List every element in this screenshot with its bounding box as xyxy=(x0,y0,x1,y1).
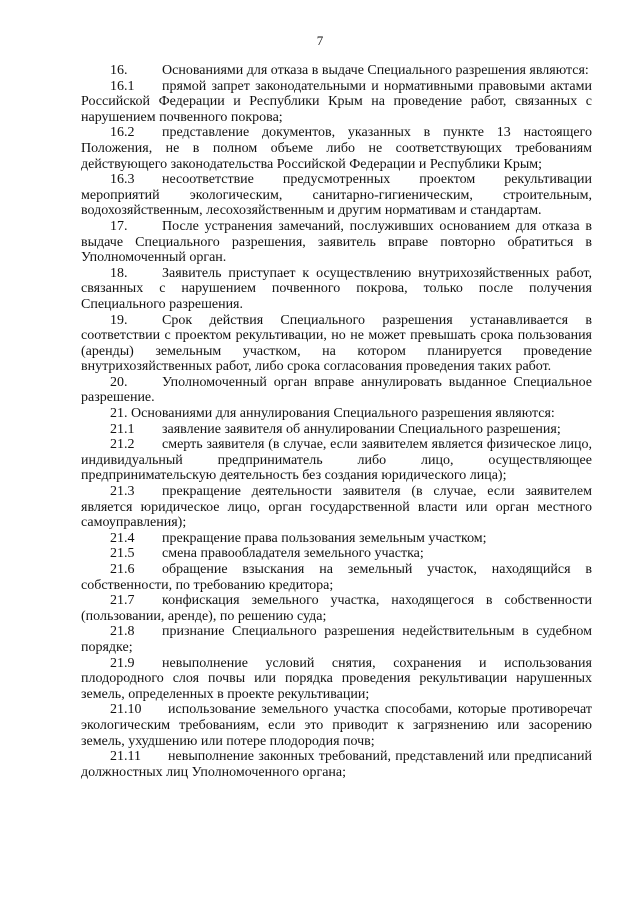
paragraph xyxy=(81,219,592,266)
paragraph xyxy=(81,624,592,655)
paragraph xyxy=(81,406,592,422)
paragraph-number: 21.2 xyxy=(110,437,135,453)
paragraph-text: представление документов, указанных в пункте 13 настоящего Положения, не в полном объеме либо не соответствующих требованиям действующего законодательства Российской Федерации и Республики Крым; xyxy=(81,125,592,172)
paragraph-number: 16.1 xyxy=(110,78,135,94)
paragraph-text: После устранения замечаний, послуживших основанием для отказа в выдаче Специального разрешения, заявитель вправе повторно обратиться в Уполномоченный орган. xyxy=(81,218,592,266)
paragraph-number: 16. xyxy=(110,63,128,78)
paragraph xyxy=(81,593,592,624)
paragraph-text: смерть заявителя (в случае, если заявителем является физическое лицо, индивидуальный предприниматель либо лицо, осуществляющее предпринимательскую деятельность без создания юридического лица); xyxy=(81,437,592,484)
paragraph-number: 19. xyxy=(110,312,128,328)
paragraph-text: обращение взыскания на земельный участок, находящийся в собственности, по требованию кредитора; xyxy=(81,562,592,593)
paragraph-text: прекращение права пользования земельным участком; xyxy=(162,530,487,546)
paragraph xyxy=(81,656,592,703)
paragraph-number: 21.1 xyxy=(110,421,135,437)
paragraph xyxy=(81,702,592,749)
paragraph-text: Заявитель приступает к осуществлению внутрихозяйственных работ, связанных с нарушением почвенного покрова, только после получения Специального разрешения. xyxy=(81,265,592,312)
paragraph-text: прекращение деятельности заявителя (в случае, если заявителем является юридическое лицо, орган государственной власти или орган местного самоуправления); xyxy=(81,484,592,531)
paragraph-text: Основаниями для отказа в выдаче Специального разрешения являются: xyxy=(162,63,589,78)
paragraph xyxy=(81,375,592,406)
document-body xyxy=(81,63,592,780)
paragraph-text: использование земельного участка способами, которые противоречат экологическим требованиям, если это приводит к загрязнению или засорению земель, ухудшению или потере плодородия почв; xyxy=(81,702,592,749)
paragraph xyxy=(81,172,592,219)
paragraph xyxy=(81,422,592,438)
paragraph-number: 21.4 xyxy=(110,530,135,546)
paragraph-text: 21. Основаниями для аннулирования Специального разрешения являются: xyxy=(110,406,555,422)
paragraph-number: 21.10 xyxy=(110,702,142,718)
paragraph-number: 17. xyxy=(110,218,128,234)
paragraph xyxy=(81,484,592,531)
paragraph-number: 21.8 xyxy=(110,624,135,640)
paragraph xyxy=(81,125,592,172)
paragraph xyxy=(81,313,592,375)
paragraph-text: прямой запрет законодательными и нормативными правовыми актами Российской Федерации и Республики Крым на проведение работ, связанных с нарушением почвенного покрова; xyxy=(81,78,592,125)
paragraph xyxy=(81,749,592,780)
paragraph-text: невыполнение законных требований, представлений или предписаний должностных лиц Уполномоченного органа; xyxy=(81,749,592,780)
paragraph-number: 20. xyxy=(110,374,128,390)
paragraph-number: 16.2 xyxy=(110,125,135,141)
paragraph-number: 21.11 xyxy=(110,749,141,765)
page-number: 7 xyxy=(316,33,324,48)
paragraph xyxy=(81,531,592,547)
paragraph xyxy=(81,437,592,484)
paragraph-number: 21.5 xyxy=(110,546,135,562)
paragraph-text: заявление заявителя об аннулировании Специального разрешения; xyxy=(162,421,561,437)
paragraph xyxy=(81,562,592,593)
paragraph-number: 16.3 xyxy=(110,172,135,188)
paragraph-number: 21.3 xyxy=(110,484,135,500)
paragraph xyxy=(81,266,592,313)
paragraph-number: 21.7 xyxy=(110,593,135,609)
paragraph-number: 21.9 xyxy=(110,655,135,671)
paragraph xyxy=(81,79,592,126)
paragraph-text: Уполномоченный орган вправе аннулировать выданное Специальное разрешение. xyxy=(81,374,592,406)
paragraph xyxy=(81,63,592,79)
paragraph-number: 18. xyxy=(110,265,128,281)
paragraph-text: признание Специального разрешения недействительным в судебном порядке; xyxy=(81,624,592,655)
paragraph-text: смена правообладателя земельного участка; xyxy=(162,546,424,562)
paragraph-text: невыполнение условий снятия, сохранения и использования плодородного слоя почвы или порядка проведения рекультивации нарушенных земель, определенных в проекте рекультивации; xyxy=(81,655,592,702)
paragraph-number: 21.6 xyxy=(110,562,135,577)
paragraph-text: Срок действия Специального разрешения устанавливается в соответствии с проектом рекультивации, но не может превышать срока пользования (аренды) земельным участком, на котором планируется проведение внутрихозяйственных работ, либо срока согласования проведения таких работ. xyxy=(81,312,592,375)
paragraph-text: несоответствие предусмотренных проектом рекультивации мероприятий экологическим, санитарно-гигиеническим, строительным, водохозяйственным, лесохозяйственным и другим нормативам и стандартам. xyxy=(81,172,592,219)
paragraph xyxy=(81,546,592,562)
paragraph-text: конфискация земельного участка, находящегося в собственности (пользовании, аренде), по решению суда; xyxy=(81,593,592,624)
